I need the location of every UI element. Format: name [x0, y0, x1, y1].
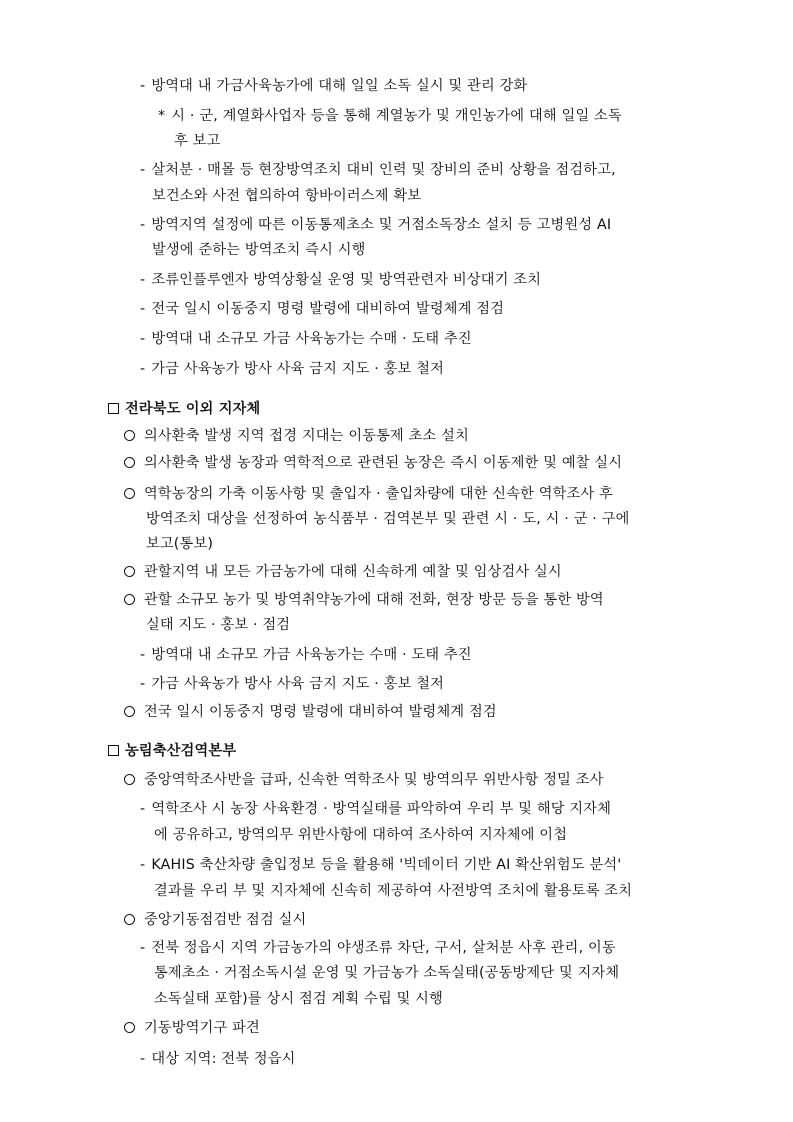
circle-bullet-icon — [124, 488, 135, 499]
circle-item: 역학농장의 가축 이동사항 및 출입자 · 출입차량에 대한 신속한 역학조사 후 — [124, 484, 613, 504]
circle-bullet-icon — [124, 774, 135, 785]
dash-item-cont: 보건소와 사전 협의하여 항바이러스제 확보 — [152, 188, 422, 204]
dash-item: - 대상 지역: 전북 정읍시 — [140, 1051, 296, 1067]
dash-item-cont: 결과를 우리 부 및 지자체에 신속히 제공하여 사전방역 조치에 활용토록 조치 — [154, 883, 633, 899]
circle-item: 관할 소규모 농가 및 방역취약농가에 대해 전화, 현장 방문 등을 통한 방역 — [124, 590, 604, 610]
dash-item: - 조류인플루엔자 방역상황실 운영 및 방역관련자 비상대기 조치 — [140, 272, 542, 288]
circle-item: 관할지역 내 모든 가금농가에 대해 신속하게 예찰 및 임상검사 실시 — [124, 562, 562, 582]
dash-item: - 전국 일시 이동중지 명령 발령에 대비하여 발령체계 점검 — [140, 301, 505, 317]
circle-bullet-icon — [124, 430, 135, 441]
circle-item-cont: 방역조치 대상을 선정하여 농식품부 · 검역본부 및 관련 시 · 도, 시 · 군 · 구에 — [146, 511, 630, 527]
circle-item: 중앙기동점검반 점검 실시 — [124, 910, 306, 930]
dash-item-cont: 통제초소 · 거점소독시설 운영 및 가금농가 소독실태(공동방제단 및 지자체 — [154, 965, 620, 981]
circle-item: 기동방역기구 파견 — [124, 1018, 260, 1038]
dash-item: - 방역대 내 가금사육농가에 대해 일일 소독 실시 및 관리 강화 — [140, 78, 528, 94]
circle-bullet-icon — [124, 706, 135, 717]
dash-item: - 살처분 · 매몰 등 현장방역조치 대비 인력 및 장비의 준비 상황을 점검하고, — [140, 162, 616, 178]
dash-item: - 방역대 내 소규모 가금 사육농가는 수매 · 도태 추진 — [140, 647, 472, 663]
note-item-cont: 후 보고 — [174, 133, 221, 149]
circle-item: 의사환축 발생 지역 접경 지대는 이동통제 초소 설치 — [124, 426, 469, 446]
circle-bullet-icon — [124, 566, 135, 577]
dash-item-cont: 소독실태 포함)를 상시 점검 계획 수립 및 시행 — [154, 991, 443, 1007]
square-bullet-icon — [108, 745, 119, 756]
dash-item: - 방역지역 설정에 따른 이동통제초소 및 거점소독장소 설치 등 고병원성 AI — [140, 217, 612, 233]
circle-bullet-icon — [124, 594, 135, 605]
circle-bullet-icon — [124, 1022, 135, 1033]
dash-item: - 방역대 내 소규모 가금 사육농가는 수매 · 도태 추진 — [140, 331, 472, 347]
dash-item: - 전북 정읍시 지역 가금농가의 야생조류 차단, 구서, 살처분 사후 관리, 이동 — [140, 940, 616, 956]
section-heading: 농림축산검역본부 — [108, 741, 236, 761]
dash-item-cont: 발생에 준하는 방역조치 즉시 시행 — [152, 242, 366, 258]
circle-item: 중앙역학조사반을 급파, 신속한 역학조사 및 방역의무 위반사항 정밀 조사 — [124, 770, 604, 790]
dash-item: - KAHIS 축산차량 출입정보 등을 활용해 '빅데이터 기반 AI 확산위험도 분석' — [140, 857, 622, 873]
dash-item: - 가금 사육농가 방사 사육 금지 지도 · 홍보 철저 — [140, 676, 445, 692]
note-item: * 시 · 군, 계열화사업자 등을 통해 계열농가 및 개인농가에 대해 일일 소독 — [158, 108, 622, 124]
circle-item: 전국 일시 이동중지 명령 발령에 대비하여 발령체계 점검 — [124, 702, 497, 722]
dash-item: - 가금 사육농가 방사 사육 금지 지도 · 홍보 철저 — [140, 361, 445, 377]
dash-item-cont: 에 공유하고, 방역의무 위반사항에 대하여 조사하여 지자체에 이첩 — [154, 827, 568, 843]
circle-item-cont: 보고(통보) — [146, 536, 214, 552]
section-heading: 전라북도 이외 지자체 — [108, 399, 260, 419]
circle-item-cont: 실태 지도 · 홍보 · 점검 — [146, 617, 291, 633]
circle-bullet-icon — [124, 914, 135, 925]
square-bullet-icon — [108, 403, 119, 414]
dash-item: - 역학조사 시 농장 사육환경 · 방역실태를 파악하여 우리 부 및 해당 지자체 — [140, 801, 612, 817]
circle-bullet-icon — [124, 457, 135, 468]
circle-item: 의사환축 발생 농장과 역학적으로 관련된 농장은 즉시 이동제한 및 예찰 실시 — [124, 453, 622, 473]
